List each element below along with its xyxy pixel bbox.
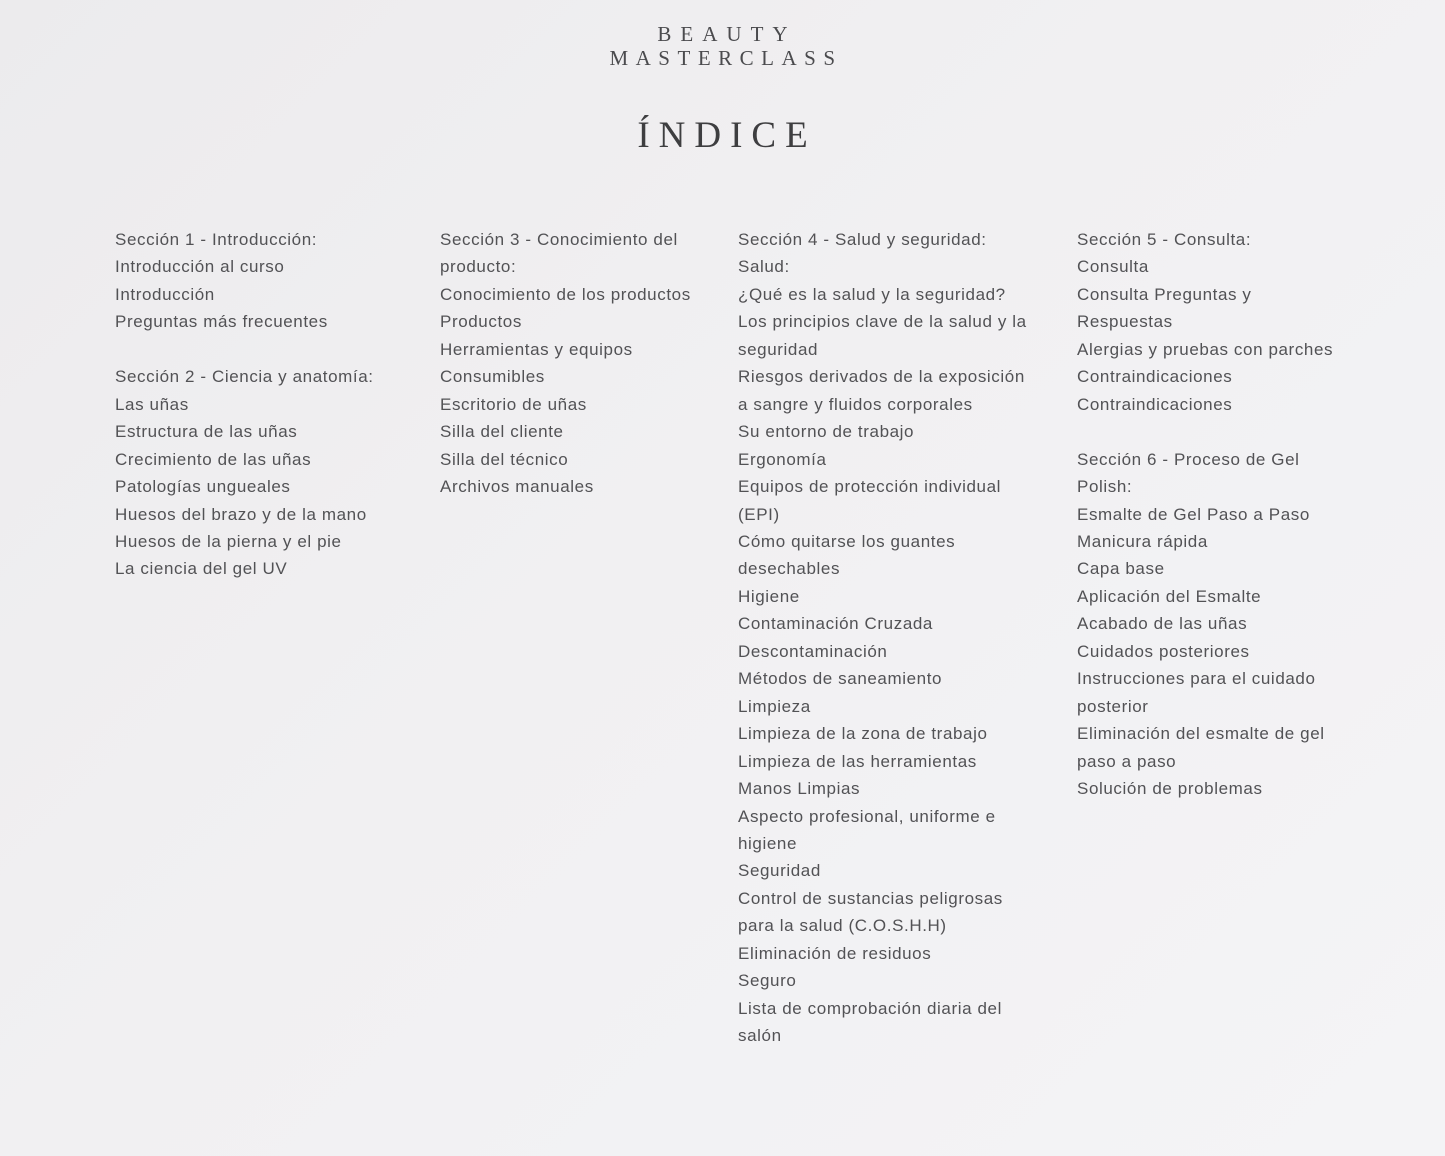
index-entry: Conocimiento de los productos	[440, 284, 691, 304]
index-entry: Acabado de las uñas	[1077, 614, 1248, 634]
index-entry: Seguridad	[738, 861, 821, 881]
index-entry: Patologías ungueales	[115, 477, 291, 497]
section-heading: Sección 1 - Introducción:	[115, 230, 318, 249]
index-entry: Limpieza	[738, 696, 811, 716]
index-entry: Consumibles	[440, 367, 545, 387]
index-entry: Archivos manuales	[440, 477, 594, 497]
index-entry: Limpieza de las herramientas	[738, 751, 977, 771]
index-entry: ¿Qué es la salud y la seguridad?	[738, 284, 1006, 304]
section-heading: Sección 5 - Consulta:	[1077, 230, 1252, 249]
index-entry: Salud:	[738, 257, 790, 277]
index-entry: Escritorio de uñas	[440, 394, 587, 414]
brand-line-beauty: BEAUTY	[657, 22, 797, 46]
index-entry: Métodos de saneamiento	[738, 669, 943, 689]
index-entry: Seguro	[738, 971, 797, 991]
index-entry: Herramientas y equipos	[440, 339, 633, 359]
index-entry: Introducción	[115, 284, 215, 304]
index-entry: Contaminación Cruzada	[738, 614, 933, 634]
section-spacer	[115, 336, 415, 363]
index-entry: Limpieza de la zona de trabajo	[738, 724, 988, 744]
index-entry: Los principios clave de la salud y la seguridad	[738, 312, 1027, 359]
index-entry: Lista de comprobación diaria del salón	[738, 998, 1002, 1046]
index-entry: Contraindicaciones	[1077, 367, 1233, 387]
index-entry: Aspecto profesional, uniforme e higiene	[738, 806, 996, 853]
index-entry: La ciencia del gel UV	[115, 559, 288, 579]
index-entry: Consulta	[1077, 257, 1149, 277]
section-heading: Sección 3 - Conocimiento del producto:	[440, 230, 678, 277]
index-entry: Descontaminación	[738, 641, 888, 661]
index-entry: Eliminación del esmalte de gel paso a paso	[1077, 724, 1325, 771]
index-entry: Instrucciones para el cuidado posterior	[1077, 669, 1316, 716]
index-entry: Huesos del brazo y de la mano	[115, 504, 367, 524]
index-entry: Manicura rápida	[1077, 531, 1208, 551]
index-entry: Productos	[440, 312, 522, 332]
brand-logo	[0, 22, 1445, 70]
index-entry: Esmalte de Gel Paso a Paso	[1077, 504, 1310, 524]
index-entry: Silla del técnico	[440, 449, 569, 469]
index-entry: Alergias y pruebas con parches	[1077, 339, 1334, 359]
index-entry: Cómo quitarse los guantes desechables	[738, 531, 956, 579]
index-entry: Equipos de protección individual (EPI)	[738, 477, 1002, 524]
index-entry: Las uñas	[115, 394, 189, 414]
index-column-1	[115, 226, 415, 583]
index-entry: Introducción al curso	[115, 257, 285, 277]
index-entry: Control de sustancias peligrosas para la salud (C.O.S.H.H)	[738, 888, 1003, 936]
index-entry: Aplicación del Esmalte	[1077, 586, 1262, 606]
page-title: ÍNDICE	[637, 115, 817, 156]
section-heading: Sección 4 - Salud y seguridad:	[738, 230, 987, 249]
index-entry: Ergonomía	[738, 449, 827, 469]
section-heading: Sección 2 - Ciencia y anatomía:	[115, 367, 374, 387]
index-entry: Su entorno de trabajo	[738, 422, 915, 442]
index-entry: Huesos de la pierna y el pie	[115, 531, 342, 551]
index-entry: Riesgos derivados de la exposición a sangre y fluidos corporales	[738, 367, 1025, 414]
index-entry: Preguntas más frecuentes	[115, 312, 328, 332]
index-column-3	[738, 226, 1038, 1050]
index-entry: Capa base	[1077, 559, 1165, 579]
section-spacer	[1077, 418, 1347, 445]
index-entry: Crecimiento de las uñas	[115, 449, 312, 469]
section-heading: Sección 6 - Proceso de Gel Polish:	[1077, 449, 1300, 497]
index-column-4	[1077, 226, 1347, 803]
index-entry: Contraindicaciones	[1077, 394, 1233, 414]
index-entry: Eliminación de residuos	[738, 943, 932, 963]
index-entry: Cuidados posteriores	[1077, 641, 1250, 661]
index-entry: Silla del cliente	[440, 422, 564, 442]
index-column-2	[440, 226, 715, 501]
index-entry: Consulta Preguntas y Respuestas	[1077, 284, 1252, 332]
index-entry: Estructura de las uñas	[115, 422, 298, 442]
brand-line-masterclass: MASTERCLASS	[609, 46, 843, 70]
index-entry: Higiene	[738, 586, 800, 606]
index-entry: Solución de problemas	[1077, 779, 1263, 799]
index-entry: Manos Limpias	[738, 779, 861, 799]
